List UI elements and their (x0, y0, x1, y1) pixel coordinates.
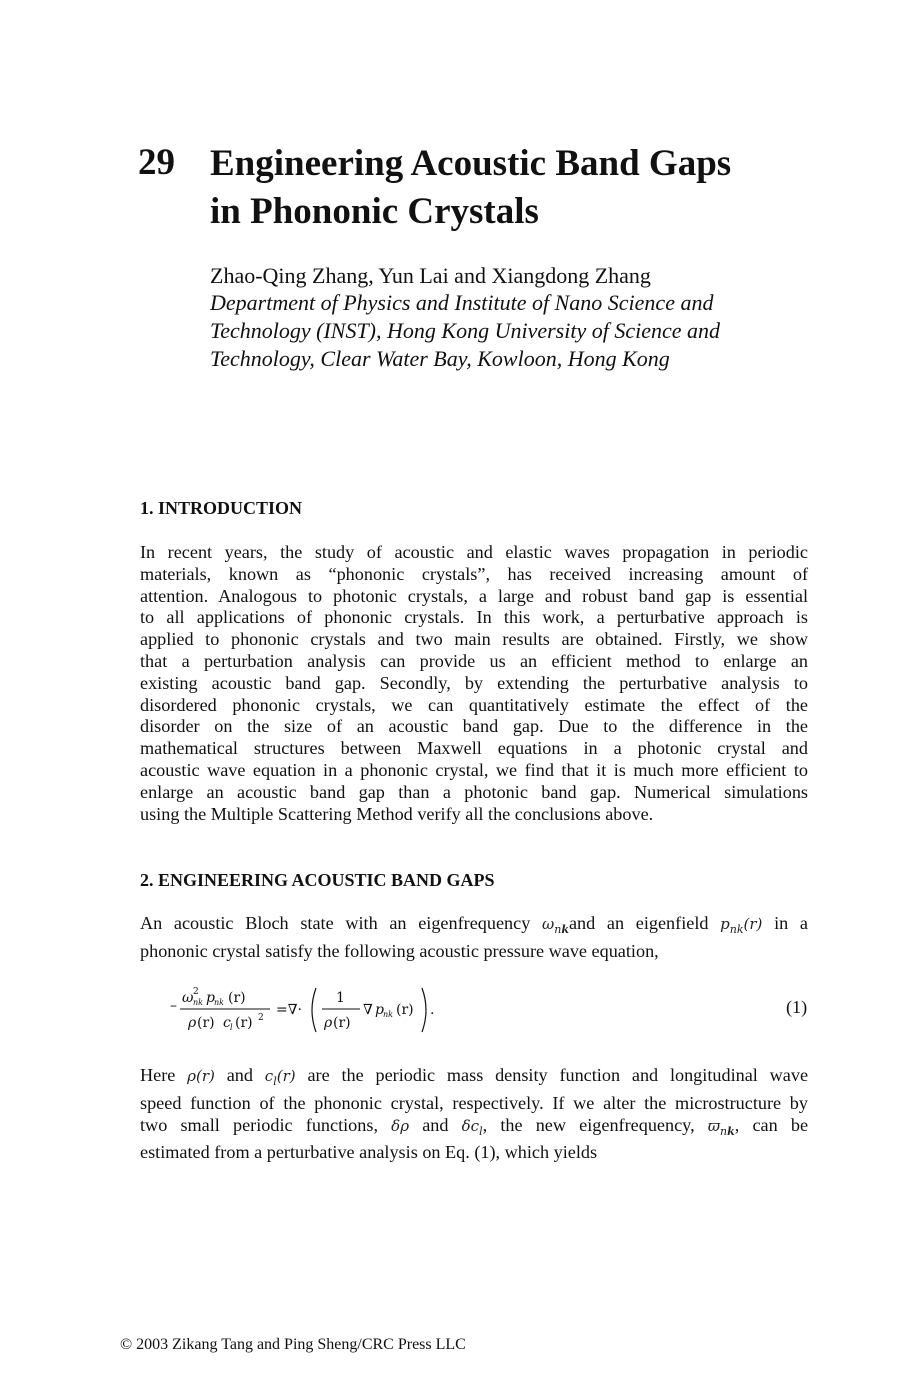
paragraph-line: existing acoustic band gap. Secondly, by extending the perturbative analysis to (140, 672, 808, 693)
affiliation-line-2: Technology (INST), Hong Kong University of Science and (210, 318, 720, 343)
svg-text:c: c (223, 1015, 231, 1031)
chapter-title (210, 140, 850, 236)
svg-text:(r): (r) (197, 1015, 215, 1031)
varpi-nk-symbol: $ϖ_{nk}$ (707, 1116, 735, 1138)
copyright-footer: © 2003 Zikang Tang and Ping Sheng/CRC Press LLC (120, 1336, 466, 1353)
paragraph-line: acoustic wave equation in a phononic crystal, we find that it is much more efficient to (140, 759, 808, 780)
section-heading-engineering: 2. ENGINEERING ACOUSTIC BAND GAPS (140, 870, 495, 890)
rho-r-symbol: ρ(r) (187, 1067, 215, 1085)
affiliation (210, 289, 810, 373)
svg-text:nk: nk (214, 998, 224, 1007)
svg-text:nk: nk (383, 1010, 393, 1019)
paragraph-line: phononic crystal satisfy the following acoustic pressure wave equation, (140, 940, 659, 961)
svg-text:∇: ∇ (363, 1002, 373, 1018)
svg-text:.: . (430, 1002, 435, 1018)
svg-text:(r): (r) (396, 1002, 414, 1018)
paragraph-line: speed function of the phononic crystal, respectively. If we alter the microstructure by (140, 1092, 808, 1113)
svg-text:l: l (230, 1023, 233, 1032)
paragraph-line: An acoustic Bloch state with an eigenfrequency $\omega_{nk}and$ an eigenfield $p_{nk}(r)$ in a (140, 913, 808, 936)
paragraph-line: Here ρ(r) and $c_l(r)$ are the periodic mass density function and longitudinal wave (140, 1065, 809, 1088)
svg-text:(r): (r) (228, 990, 246, 1006)
delta-rho-symbol: δρ (391, 1116, 410, 1135)
svg-text:ρ: ρ (324, 1015, 333, 1031)
c-l-r-symbol: $c_l(r)$ (264, 1067, 296, 1088)
paragraph-line: materials, known as “phononic crystals”, has received increasing amount of (140, 563, 808, 584)
paragraph-line: attention. Analogous to photonic crystals, a large and robust band gap is essential (140, 585, 808, 606)
chapter-title-line-1: Engineering Acoustic Band Gaps (210, 143, 732, 184)
svg-text:=∇·: =∇· (276, 1002, 302, 1018)
equation-1 (170, 980, 810, 1040)
paragraph-line: disordered phononic crystals, we can quantitatively estimate the effect of the (140, 694, 808, 715)
svg-text:(r): (r) (235, 1015, 253, 1031)
equation-number: (1) (786, 997, 808, 1017)
paragraph-line: using the Multiple Scattering Method verify all the conclusions above. (140, 803, 654, 824)
svg-text:p: p (206, 990, 215, 1006)
svg-text:1: 1 (336, 990, 345, 1006)
affiliation-line-1: Department of Physics and Institute of Nano Science and (210, 290, 714, 315)
paragraph-line: to all applications of phononic crystals. In this work, a perturbative approach is (140, 607, 808, 628)
svg-text:nk: nk (193, 998, 203, 1007)
perturbation-paragraph (140, 1065, 808, 1164)
paragraph-line: that a perturbation analysis can provide us an efficient method to enlarge an (140, 650, 808, 671)
svg-text:(r): (r) (333, 1015, 351, 1031)
svg-text:ω: ω (182, 990, 194, 1006)
paragraph-line: estimated from a perturbative analysis on Eq. (1), which yields (140, 1142, 598, 1163)
paragraph-line: two small periodic functions, δρ and $\delta c_l$, the new eigenfrequency, $ϖ_{nk}$, can be (140, 1114, 809, 1138)
chapter-title-line-2: in Phononic Crystals (210, 191, 539, 232)
authors: Zhao-Qing Zhang, Yun Lai and Xiangdong Zhang (210, 263, 651, 288)
paragraph-line: mathematical structures between Maxwell equations in a photonic crystal and (140, 738, 808, 759)
paragraph-line: enlarge an acoustic band gap than a photonic band gap. Numerical simulations (140, 781, 808, 802)
paragraph-line: disorder on the size of an acoustic band gap. Due to the difference in the (140, 716, 808, 737)
p-nk-symbol: $p_{nk}(r)$ (720, 915, 763, 936)
omega-nk-symbol: $\omega_{nk}$ (542, 915, 569, 936)
bloch-state-paragraph (140, 913, 808, 963)
svg-text:2: 2 (193, 987, 199, 997)
section-heading-introduction: 1. INTRODUCTION (140, 498, 303, 518)
delta-c-l-symbol: $\delta c_l$ (461, 1116, 483, 1138)
paragraph-line: applied to phononic crystals and two main results are obtained. Firstly, we show (140, 629, 808, 650)
svg-text:p: p (375, 1002, 384, 1018)
chapter-number: 29 (138, 142, 175, 183)
affiliation-line-3: Technology, Clear Water Bay, Kowloon, Hong Kong (210, 346, 670, 371)
introduction-paragraph (140, 542, 808, 825)
svg-text:–: – (170, 998, 177, 1014)
svg-text:2: 2 (258, 1013, 264, 1023)
paragraph-line: In recent years, the study of acoustic and elastic waves propagation in periodic (140, 542, 808, 562)
svg-text:ρ: ρ (188, 1015, 197, 1031)
